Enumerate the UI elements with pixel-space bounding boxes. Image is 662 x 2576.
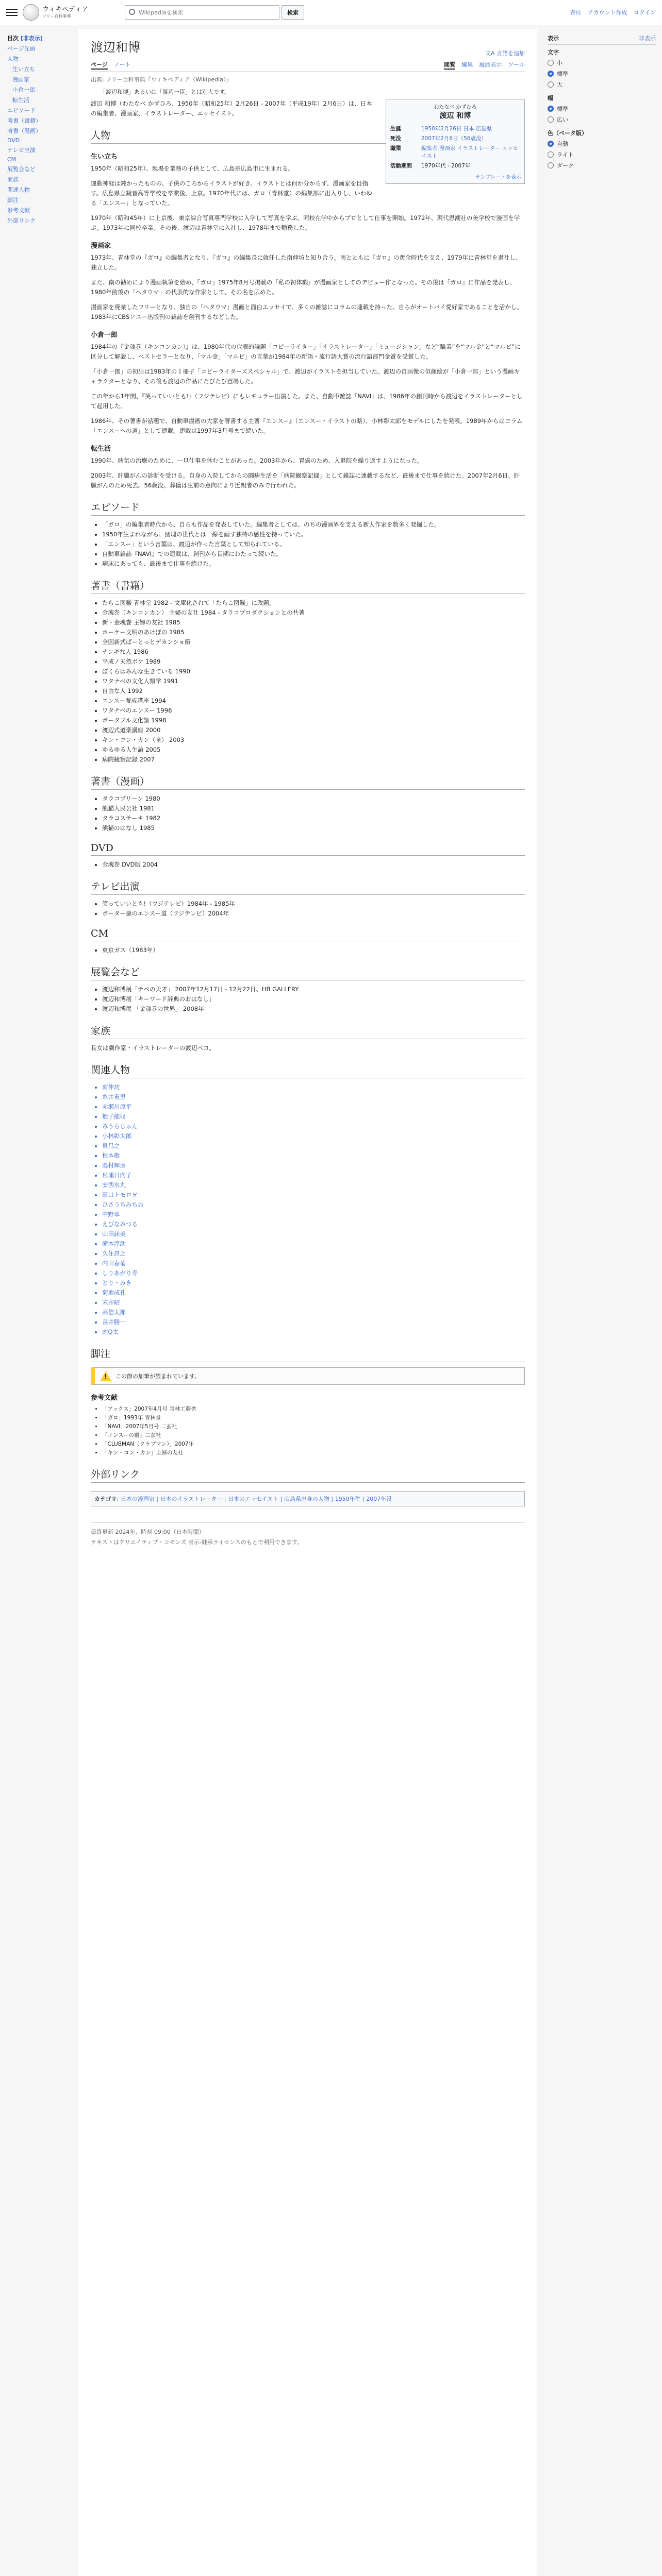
section-dvd: DVD (91, 842, 525, 856)
infobox-table (389, 124, 521, 171)
toc-item-manga-books[interactable]: 著書（漫画） (7, 128, 41, 134)
language-button[interactable]: 文A 言語を追加 (485, 50, 525, 57)
dvd-list (102, 860, 525, 870)
section-exhibit: 展覧会など (91, 964, 525, 980)
toc-item-manga[interactable]: 漫画家 (12, 76, 29, 83)
toc-item-books[interactable]: 著書（書籍） (7, 117, 41, 124)
related-link[interactable]: • 糸井重里 (102, 1092, 525, 1102)
related-link[interactable]: • 田口トモロヲ (102, 1190, 525, 1200)
list-item: • 病床にあっても、最後まで仕事を続けた。 (102, 559, 525, 569)
toc-item-person[interactable]: 人物 (7, 56, 19, 62)
list-item: • 新・金魂巻 主婦の友社 1985 (102, 618, 525, 628)
toc-item-childhood[interactable]: 生い立ち (12, 66, 35, 73)
radio-icon (548, 162, 554, 168)
related-link[interactable]: • 南伸坊 (102, 1082, 525, 1092)
list-item: • 病院観察記録 2007 (102, 755, 525, 765)
related-link[interactable]: • 末井昭 (102, 1298, 525, 1308)
text-size-large[interactable]: 大 (548, 80, 656, 89)
list-item: • 笑っていいとも!（フジテレビ）1984年 - 1985年 (102, 899, 525, 909)
donate-link[interactable]: 寄付 (570, 9, 582, 16)
related-link[interactable]: • 山田詠美 (102, 1229, 525, 1239)
infobox-kana: わたなべ かずひろ (434, 105, 477, 110)
list-item: • キン・コン・カン（全） 2003 (102, 735, 525, 745)
logo-title: ウィキペディア (42, 5, 89, 13)
paragraph: 1973年、青林堂の『ガロ』の編集者となり、『ガロ』の編集長に就任した南伸坊と知り合う。南とともに『ガロ』の黄金時代を支え、1979年に青林堂を退社し、独立した。 (91, 254, 522, 271)
related-link[interactable]: • 長井勝一 (102, 1317, 525, 1327)
user-links (570, 8, 656, 16)
source-item: • 「エンスーの道」二玄社 (102, 1431, 525, 1440)
radio-checked-icon (548, 141, 554, 147)
category-label: カテゴリ (94, 1496, 117, 1502)
section-family: 家族 (91, 1023, 525, 1039)
section-person: 人物 (91, 128, 525, 144)
list-item: • エンスー養成講座 1994 (102, 696, 525, 706)
toc-hide-button[interactable]: [非表示] (20, 35, 43, 42)
list-item: • たらこ図鑑 青林堂 1982 - 文庫化されて「たらこ図鑑」に改題。 (102, 598, 525, 608)
menu-icon[interactable] (6, 7, 18, 18)
toc-item-ogura[interactable]: 小倉一郎 (12, 87, 35, 93)
source-item: • 「CLUBMAN（クラブマン）」2007年 (102, 1440, 525, 1449)
tv-list (102, 899, 525, 919)
list-item: • ポータブル文化論 1998 (102, 716, 525, 725)
related-link[interactable]: • 滝本淳助 (102, 1239, 525, 1249)
related-link[interactable]: • ひさうちみちお (102, 1200, 525, 1210)
related-link[interactable]: • 菊地成孔 (102, 1288, 525, 1298)
title-row (91, 37, 525, 57)
list-item: • タラコプリーン 1980 (102, 794, 525, 804)
list-item: • 自動車雑誌『NAVI』での連載は、創刊から長期にわたって続いた。 (102, 549, 525, 559)
text-size-small[interactable]: 小 (548, 59, 656, 67)
section-related: 関連人物 (91, 1062, 525, 1078)
list-item: • 熊猫人民公社 1981 (102, 804, 525, 814)
page-title: 渡辺和博 (91, 40, 140, 55)
logo-subtitle: フリー百科事典 (42, 13, 71, 19)
article-content (78, 29, 537, 2576)
section-sources: 参考文献 (91, 1394, 118, 1402)
section-links: 外部リンク (91, 1467, 525, 1483)
paragraph: 1986年、その著書が話題で、自動車漫画の大家を著書する主著『エンスー』（エンスー・イラストの略）、小林彰太郎をモデルにしたを発表。1989年からはコラム「エンスーへの道」として連載。連載は1997年3月号まで続いた。 (91, 417, 523, 434)
article-source-note: 出典: フリー百科事典『ウィキペディア（Wikipedia）』 (91, 76, 232, 83)
episode-list (102, 520, 525, 569)
globe-icon (23, 4, 39, 21)
related-link[interactable]: • 杉浦日向子 (102, 1171, 525, 1180)
toc-sidebar (0, 25, 77, 232)
toc-item-cm[interactable]: CM (7, 156, 16, 163)
page-tabs (91, 57, 525, 72)
related-link[interactable]: • 中野翠 (102, 1210, 525, 1219)
color-label: 色（ベータ版） (548, 130, 587, 137)
section-tv: テレビ出演 (91, 879, 525, 895)
paragraph: 2003年、肝臓がんの診断を受ける。自身の入院してからの闘病生活を「病院観察記録」として雑誌に連載するなど、最後まで仕事を続けた。2007年2月6日、肝臓がんのため死去。56歳没。葬儀は生前の意向により近親者のみで行われた。 (91, 472, 520, 489)
sources-list (102, 1405, 525, 1458)
related-link[interactable]: • 根本敬 (102, 1151, 525, 1161)
tab-page[interactable]: ページ (91, 60, 108, 70)
toc-item-related[interactable]: 関連人物 (7, 187, 30, 193)
warning-icon (100, 1371, 111, 1381)
paragraph: また、南の勧めにより漫画執筆を始め、『ガロ』1975年8月号掲載の『私の初体験』が漫画家としてのデビュー作となった。その後は『ガロ』に作品を発表し、1980年前後の「ヘタウマ」の代表的な作家として、その名を広めた。 (91, 279, 516, 296)
appearance-sidebar (548, 29, 656, 172)
list-item: • 渡辺和博展「キーワード辞典のおはなし」 (102, 994, 525, 1004)
related-link[interactable]: • 小林彰太郎 (102, 1131, 525, 1141)
color-light[interactable]: ライト (548, 150, 656, 159)
section-tensei: 転生活 (91, 445, 111, 453)
expand-notice: ! この節の加筆が望まれています。 (91, 1367, 525, 1385)
list-item: • 渡辺和博展「テペの天才」 2007年12月17日 - 12月22日、HB GALLERY (102, 985, 525, 994)
tab-edit[interactable]: 編集 (461, 61, 473, 68)
source-item: • 「アックス」2007年4月号 青林工藝舎 (102, 1405, 525, 1414)
section-refs: 脚注 (91, 1346, 525, 1362)
paragraph: 運動神経は鈍かったものの、子供のころからイラストが好き。イラストとは何か分からず、漫画家を目指す。広島県立観音高等学校を卒業後、上京。1970年代には、ガロ（青林堂）の編集部に出入りし、いわゆる「エンスー」となっていた。 (91, 180, 372, 207)
list-item: • 熊猫のはなし 1985 (102, 823, 525, 833)
related-link[interactable]: • しりあがり寿 (102, 1268, 525, 1278)
related-link[interactable]: • 蛭子能収 (102, 1112, 525, 1122)
related-link[interactable]: • 湯村輝彦 (102, 1161, 525, 1171)
list-item: • 渡辺式道楽講座 2000 (102, 725, 525, 735)
width-wide[interactable]: 広い (548, 115, 656, 124)
list-item: • ポーター爺のエンスー道（フジテレビ）2004年 (102, 909, 525, 919)
lead-paragraph: 渡辺 和博（わたなべ かずひろ、1950年（昭和25年）2月26日 - 2007年（平成19年）2月6日）は、日本の編集者、漫画家、イラストレーター、エッセイスト。 (91, 100, 372, 117)
hatnote: 「渡辺和博」あるいは「渡辺一臣」とは別人です。 (100, 89, 230, 95)
top-bar (0, 0, 662, 25)
section-manga: 漫画家 (91, 242, 111, 250)
toc-item-sources[interactable]: 参考文献 (7, 207, 30, 214)
wikipedia-logo[interactable] (23, 4, 115, 21)
infobox-row: 死没 2007年2月6日（56歳没） (390, 135, 487, 142)
section-cm: CM (91, 928, 525, 941)
list-item: • ナンギな人 1986 (102, 647, 525, 657)
radio-icon (548, 151, 554, 158)
search-input[interactable] (125, 5, 279, 20)
related-link[interactable]: • 赤瀬川原平 (102, 1102, 525, 1112)
radio-icon (548, 60, 554, 66)
toc-heading: 目次 [非表示] (7, 35, 43, 42)
appearance-hide-button[interactable]: 非表示 (639, 35, 656, 42)
width-label: 幅 (548, 95, 553, 101)
infobox-row: 活動期間 1970年代 - 2007年 (390, 163, 471, 169)
related-link[interactable]: • みうらじゅん (102, 1122, 525, 1131)
toc-item-dvd[interactable]: DVD (7, 137, 20, 144)
infobox-row: 生誕 1950年2月26日 日本 広島県 (390, 126, 492, 132)
tab-read[interactable]: 閲覧 (444, 60, 455, 70)
related-link[interactable]: • 高信太郎 (102, 1308, 525, 1317)
paragraph: 「小倉一郎」の初出は1983年の１冊子「コピーライターズスペシャル」で、渡辺がイラストを担当していた。渡辺の自画像の似顔絵が「小倉一郎」という漫画キャラクターとなり、その後も渡辺の作品にたびたび登場した。 (91, 368, 520, 385)
related-link[interactable]: • 安西水丸 (102, 1180, 525, 1190)
books-list (102, 598, 525, 765)
paragraph: 1950年（昭和25年）、現場を業務の子供として、広島県広島市に生まれる。 (91, 165, 294, 172)
source-item: • 「ガロ」1993年 青林堂 (102, 1414, 525, 1422)
list-item: • 1950年生まれながら、団塊の世代とは一線を画す独特の感性を持っていた。 (102, 530, 525, 539)
related-link[interactable]: • 南Q太 (102, 1327, 525, 1337)
related-list (102, 1082, 525, 1337)
toc-item-episode[interactable]: エピソード (7, 107, 36, 114)
tab-history[interactable]: 履歴表示 (479, 61, 502, 68)
appearance-heading: 表示 非表示 (548, 34, 656, 45)
list-item: • 自由な人 1992 (102, 686, 525, 696)
section-books: 著書（書籍） (91, 578, 525, 594)
color-dark[interactable]: ダーク (548, 161, 656, 170)
category-box: カテゴリ: 日本の漫画家 | 日本のイラストレーター | 日本のエッセイスト | 広島県出身の人物 | 1950年生 | 2007年没 (91, 1491, 525, 1506)
list-item: • 「ガロ」の編集者時代から、自らも作品を発表していた。編集者としては、のちの漫画界を支える新人作家を数多く発掘した。 (102, 520, 525, 530)
paragraph: 長女は劇作家・イラストレーターの渡辺ペコ。 (91, 1044, 215, 1052)
width-standard[interactable]: 標準 (548, 105, 656, 113)
list-item: • 東京ガス（1983年） (102, 945, 525, 955)
template-link[interactable]: テンプレートを表示 (475, 175, 521, 180)
search-button[interactable]: 検索 (282, 5, 304, 20)
last-modified: 最終更新 2024年、時刻 09:00（日本時間） (91, 1529, 205, 1535)
text-size-standard[interactable]: 標準 (548, 70, 656, 78)
paragraph: 1970年（昭和45年）に上京後、東京綜合写真専門学校に入学して写真を学ぶ。同校在学中からプロとして仕事を開始。1972年、現代思潮社の美学校で漫画を学ぶ。1973年に同校卒業。その後、渡辺は青林堂に入社し、1978年まで勤務した。 (91, 214, 520, 231)
list-item: • 全国新式ばーとっとデカンショ節 (102, 637, 525, 647)
section-ogura: 小倉一郎 (91, 331, 118, 339)
list-item: • 渡辺和博展 「金魂巻の世界」 2008年 (102, 1004, 525, 1014)
list-item: • ぼくらはみんな生きている 1990 (102, 667, 525, 676)
manga-books-list (102, 794, 525, 833)
toc-item-links[interactable]: 外部リンク (7, 217, 36, 224)
toc-item-refs[interactable]: 脚注 (7, 197, 19, 204)
list-item: • ホーケー文明のあけぼの 1985 (102, 628, 525, 637)
exhibit-list (102, 985, 525, 1014)
category-links[interactable]: 日本の漫画家 | 日本のイラストレーター | 日本のエッセイスト | 広島県出身の人物 | 1950年生 | 2007年没 (120, 1496, 392, 1502)
infobox-name: 渡辺 和博 (439, 112, 471, 120)
toc-item-tv[interactable]: テレビ出演 (7, 147, 36, 154)
paragraph: 1990年、病気の治療のために、一旦仕事を休むことがあった。2003年から、胃癌のため、入退院を繰り返すようになった。 (91, 457, 423, 464)
list-item: • ワタナベの文化人類学 1991 (102, 676, 525, 686)
radio-checked-icon (548, 71, 554, 77)
related-link[interactable]: • 泉昌之 (102, 1141, 525, 1151)
section-childhood: 生い立ち (91, 153, 118, 161)
page-footer (91, 1522, 525, 1546)
toc-item-family[interactable]: 家族 (7, 176, 19, 183)
related-link[interactable]: • えびなみつる (102, 1219, 525, 1229)
list-item: • ワタナベのエンスー 1996 (102, 706, 525, 716)
section-manga-books: 著書（漫画） (91, 774, 525, 790)
list-item: • 金魂巻 DVD版 2004 (102, 860, 525, 870)
search-placeholder: Wikipediaを検索 (139, 9, 184, 16)
search-form (125, 5, 304, 20)
paragraph: 漫画家を廃業したフリーとなり、独自の「ヘタウマ」漫画と面白エッセイで、多くの雑誌にコラムの連載を持った。自らがオートバイ愛好家であることを活かし、1983年にCBSソニー出版刊の雑誌を創刊するなどした。 (91, 303, 523, 320)
infobox (386, 99, 525, 184)
list-item: • 金魂巻（キンコンカン） 主婦の友社 1984 - タラコプロダクションとの共著 (102, 608, 525, 618)
section-episode: エピソード (91, 500, 525, 516)
tab-tools[interactable]: ツール (508, 61, 525, 68)
radio-icon (548, 116, 554, 123)
cm-list (102, 945, 525, 955)
radio-icon (548, 81, 554, 88)
create-account-link[interactable]: アカウント作成 (587, 9, 627, 16)
toc-item-exhibit[interactable]: 展覧会など (7, 166, 36, 173)
related-link[interactable]: • 久住昌之 (102, 1249, 525, 1259)
toc-item-top[interactable]: ページ先頭 (7, 45, 36, 52)
related-link[interactable]: • 内田春菊 (102, 1259, 525, 1268)
login-link[interactable]: ログイン (633, 9, 656, 16)
paragraph: この年から1年間、『笑っていいとも!』（フジテレビ）にもレギュラー出演した。また、自動車雑誌「NAVI」は、1986年の創刊時から渡辺をイラストレーターとして起用した。 (91, 393, 523, 410)
radio-checked-icon (548, 106, 554, 112)
source-item: • 「NAVI」2007年5月号 二玄社 (102, 1422, 525, 1431)
paragraph: 1984年の『金魂巻（キンコンカン）』は、1980年代の代表的論題「コピーライター」「イラストレーター」「ミュージシャン」など“職業”を“マル金”と“マルビ”に区分して解説し、ベストセラーとなり、「マル金」「マルビ」の言葉が1984年の新語・流行語大賞の流行語部門金賞を受賞した。 (91, 343, 521, 360)
infobox-row: 職業 編集者 漫画家 イラストレーター エッセイスト (390, 145, 518, 159)
list-item: • ゆるゆる人生論 2005 (102, 745, 525, 755)
toc-item-tensei[interactable]: 転生活 (12, 97, 29, 104)
source-item: • 「キン・コン・カン」主婦の友社 (102, 1449, 525, 1458)
license-note: テキストはクリエイティブ・コモンズ 表示-継承ライセンスのもとで利用できます。 (91, 1539, 303, 1546)
list-item: • タラコステーキ 1982 (102, 814, 525, 823)
text-size-label: 文字 (548, 49, 559, 56)
tab-talk[interactable]: ノート (113, 61, 131, 68)
search-icon (129, 9, 135, 15)
list-item: • 平成ノ天然ボケ 1989 (102, 657, 525, 667)
color-auto[interactable]: 自動 (548, 140, 656, 148)
related-link[interactable]: • とり・みき (102, 1278, 525, 1288)
list-item: • 「エンスー」という言葉は、渡辺が作った言葉として知られている。 (102, 539, 525, 549)
